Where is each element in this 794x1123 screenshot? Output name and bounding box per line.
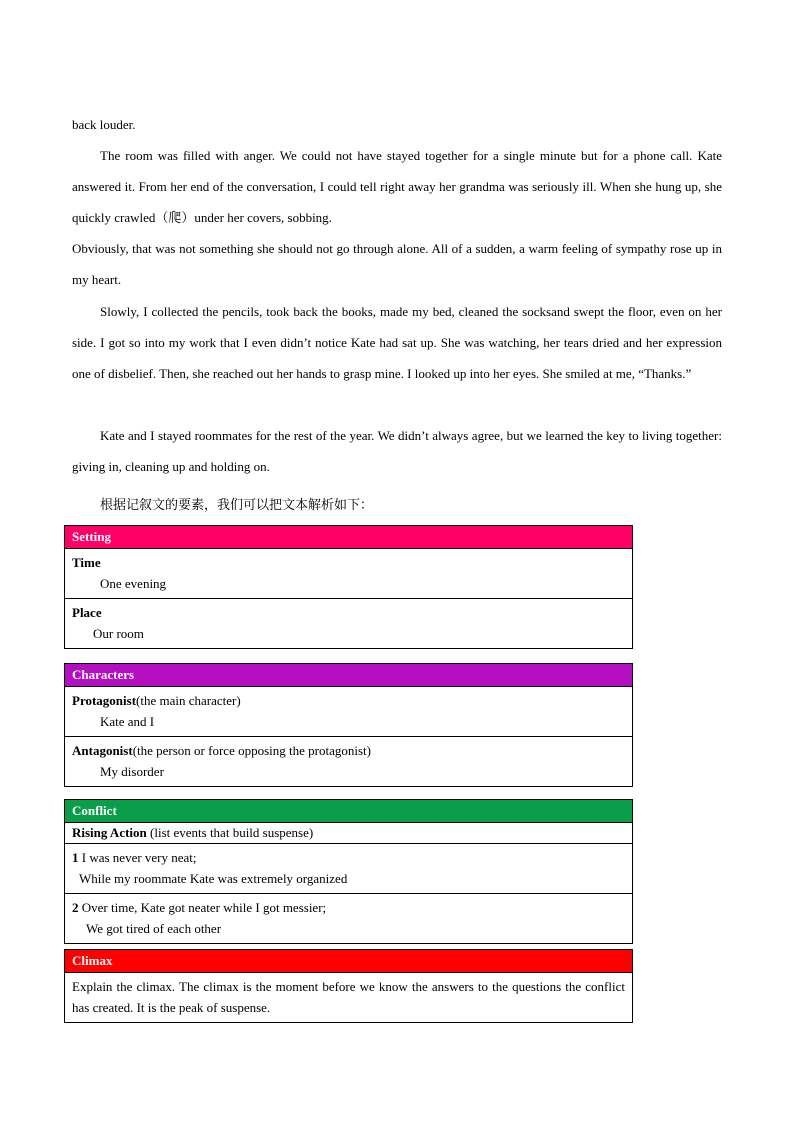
time-row [65,549,632,599]
conflict-header: Conflict [65,800,632,823]
conflict-table [64,799,633,944]
event-2-number: 2 [72,900,79,915]
antagonist-value: My disorder [100,764,164,779]
event-1-row [65,844,632,894]
protagonist-value: Kate and I [100,714,155,729]
event-2-line-1: Over time, Kate got neater while I got messier; [78,900,327,915]
time-value: One evening [100,576,167,591]
protagonist-desc: (the main character) [136,693,241,708]
rising-action-desc: (list events that build suspense) [146,825,314,840]
setting-table [64,525,633,649]
story-paragraph-1: The room was filled with anger. We could not have stayed together for a single minute but for a phone call. Kate answered it. From her end of the conversation, I could tell right away her grandma was seriously ill. When she hung up, she quickly crawled（爬）under her covers, sobbing. [72,148,722,225]
event-1-number: 1 [72,850,79,865]
event-2-row [65,894,632,943]
antagonist-row [65,737,632,786]
story-paragraph-2: Obviously, that was not something she should not go through alone. All of a sudden, a warm feeling of sympathy rose up in my heart. [72,241,722,287]
protagonist-label: Protagonist [72,693,137,708]
time-label: Time [72,555,101,570]
characters-header: Characters [65,664,632,687]
place-value: Our room [93,626,144,641]
event-1-line-2: While my roommate Kate was extremely organized [79,871,348,886]
rising-action-row [65,823,632,844]
setting-header: Setting [65,526,632,549]
story-paragraph-4: Kate and I stayed roommates for the rest of the year. We didn’t always agree, but we learned the key to living together: giving in, cleaning up and holding on. [72,428,722,474]
antagonist-desc: (the person or force opposing the protagonist) [132,743,371,758]
place-row [65,599,632,648]
rising-action-label: Rising Action [72,825,147,840]
event-1-line-1: I was never very neat; [78,850,197,865]
climax-table [64,949,633,1023]
story-paragraph-0: back louder. [72,117,136,132]
story-paragraph-3: Slowly, I collected the pencils, took back the books, made my bed, cleaned the socksand swept the floor, even on her side. I got so into my work that I even didn’t notice Kate had sat up. She was watching, her tears dried and her expression one of disbelief. Then, she reached out her hands to grasp mine. I looked up into her eyes. She smiled at me, “Thanks.” [72,304,722,381]
place-label: Place [72,605,102,620]
antagonist-label: Antagonist [72,743,133,758]
protagonist-row [65,687,632,737]
climax-explanation: Explain the climax. The climax is the moment before we know the answers to the questions the conflict has created. It is the peak of suspense. [72,979,625,1015]
characters-table [64,663,633,787]
climax-header: Climax [65,950,632,973]
analysis-intro: 根据记叙文的要素，我们可以把文本解析如下： [100,498,374,513]
event-2-line-2: We got tired of each other [86,921,222,936]
